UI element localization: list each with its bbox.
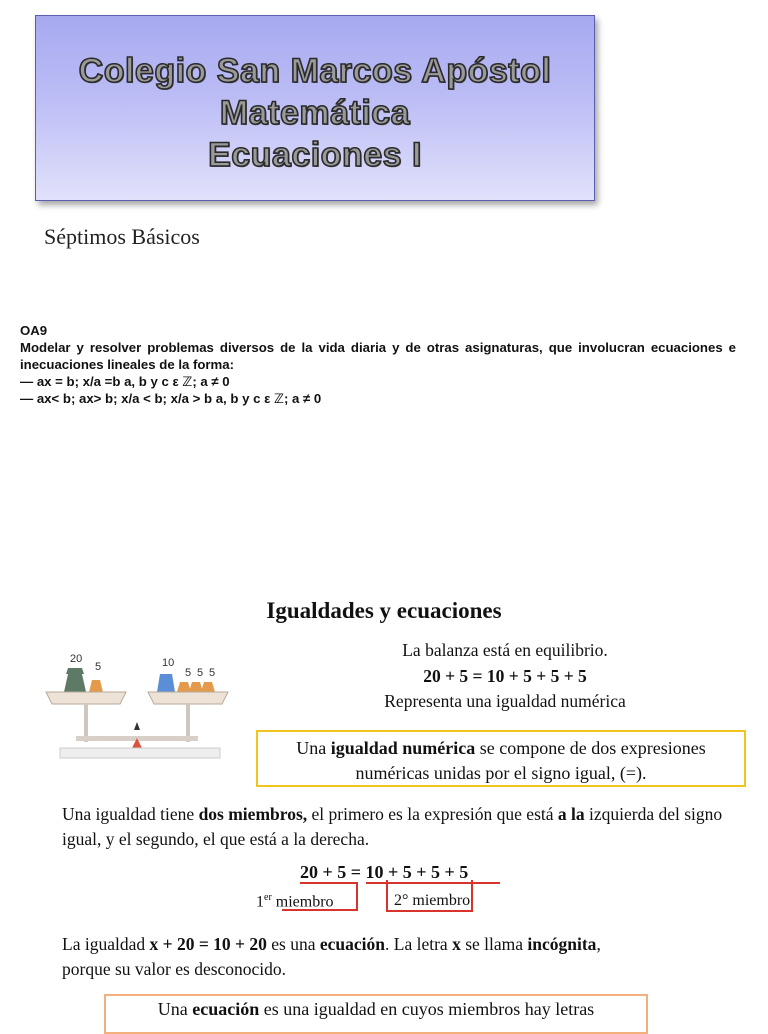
members-text-3: izquierda del signo igual, y el segundo, el que está a la derecha. <box>62 804 723 849</box>
balance-statement: La balanza está en equilibrio. <box>402 640 608 660</box>
eq-text-5: , <box>596 934 601 954</box>
weight-5-r1 <box>177 682 191 692</box>
weight-5-left <box>89 680 103 692</box>
grade-subtitle: Séptimos Básicos <box>44 224 200 249</box>
right-pan <box>148 692 228 704</box>
members-text-2: el primero es la expresión que está <box>307 804 558 824</box>
eq-text-2: es una <box>266 934 320 954</box>
member1-num: 1 <box>256 893 264 911</box>
eqdef-text-2: es una igualdad en cuyos miembros hay letras <box>259 999 595 1019</box>
base <box>60 748 220 758</box>
def-text-1: Una <box>296 738 331 758</box>
weight-label-5-r1: 5 <box>185 667 192 679</box>
def-bold: igualdad numérica <box>330 738 476 758</box>
eq-text-3: . La letra <box>385 934 453 954</box>
members-bold-1: dos miembros, <box>198 804 308 824</box>
objective-code: OA9 <box>20 323 48 338</box>
eqdef-text-1: Una <box>157 999 193 1019</box>
weight-5-r2 <box>189 682 203 692</box>
eq-bold-3: x <box>452 934 461 954</box>
weight-label-5-r2: 5 <box>197 667 204 679</box>
eq-text-1: La igualdad <box>62 934 150 954</box>
eq-bold-2: ecuación <box>319 934 386 954</box>
unit-title: Ecuaciones I <box>208 136 422 174</box>
second-member-label: 2° miembro <box>386 880 473 912</box>
weight-5-r3 <box>201 682 215 692</box>
first-member-bracket <box>356 882 358 910</box>
members-bold-2: a la <box>557 804 585 824</box>
members-text-1: Una igualdad tiene <box>62 804 199 824</box>
pointer <box>134 722 140 730</box>
weight-label-5-left: 5 <box>95 661 102 673</box>
represents-statement: Representa una igualdad numérica <box>384 691 626 711</box>
objective-description: Modelar y resolver problemas diversos de la vida diaria y de otras asignaturas, que involucran ecuaciones e inecuaciones lineales de la forma: <box>20 340 736 372</box>
numeric-equality: 20 + 5 = 10 + 5 + 5 + 5 <box>423 666 587 686</box>
member-equation: 20 + 5 = 10 + 5 + 5 + 5 <box>300 862 469 882</box>
members-paragraph <box>62 802 742 852</box>
member1-text: miembro <box>271 893 334 911</box>
first-member-label <box>256 892 334 911</box>
eq-bold-4: incógnita <box>527 934 597 954</box>
def-text-2: se compone de dos expresiones numéricas unidas por el signo igual, (=). <box>355 738 706 783</box>
learning-objective <box>20 322 736 407</box>
section-title: Igualdades y ecuaciones <box>266 598 502 623</box>
member1-sup: er <box>264 892 272 903</box>
weight-label-20: 20 <box>70 653 83 665</box>
school-name: Colegio San Marcos Apóstol <box>78 52 552 90</box>
weight-20 <box>64 668 86 692</box>
left-pan <box>46 692 126 704</box>
weight-label-5-r3: 5 <box>209 667 216 679</box>
title-banner <box>35 15 595 201</box>
eq-text-4: se llama <box>460 934 528 954</box>
eq-bold-1: x + 20 = 10 + 20 <box>149 934 267 954</box>
weight-label-10: 10 <box>162 657 175 669</box>
objective-form-2: — ax< b; ax> b; x/a < b; x/a > b a, b y c ε ℤ; a ≠ 0 <box>20 391 322 406</box>
balance-scale-illustration <box>40 648 252 766</box>
equation-paragraph-line2: porque su valor es desconocido. <box>62 959 287 979</box>
eqdef-bold: ecuación <box>192 999 260 1019</box>
objective-form-1: — ax = b; x/a =b a, b y c ε ℤ; a ≠ 0 <box>20 374 230 389</box>
first-member-underline <box>300 882 358 884</box>
equation-paragraph <box>62 932 742 957</box>
weight-10 <box>157 674 175 692</box>
equation-definition-box <box>104 994 648 1034</box>
subject-title: Matemática <box>219 94 411 132</box>
numeric-equality-definition <box>256 730 746 787</box>
